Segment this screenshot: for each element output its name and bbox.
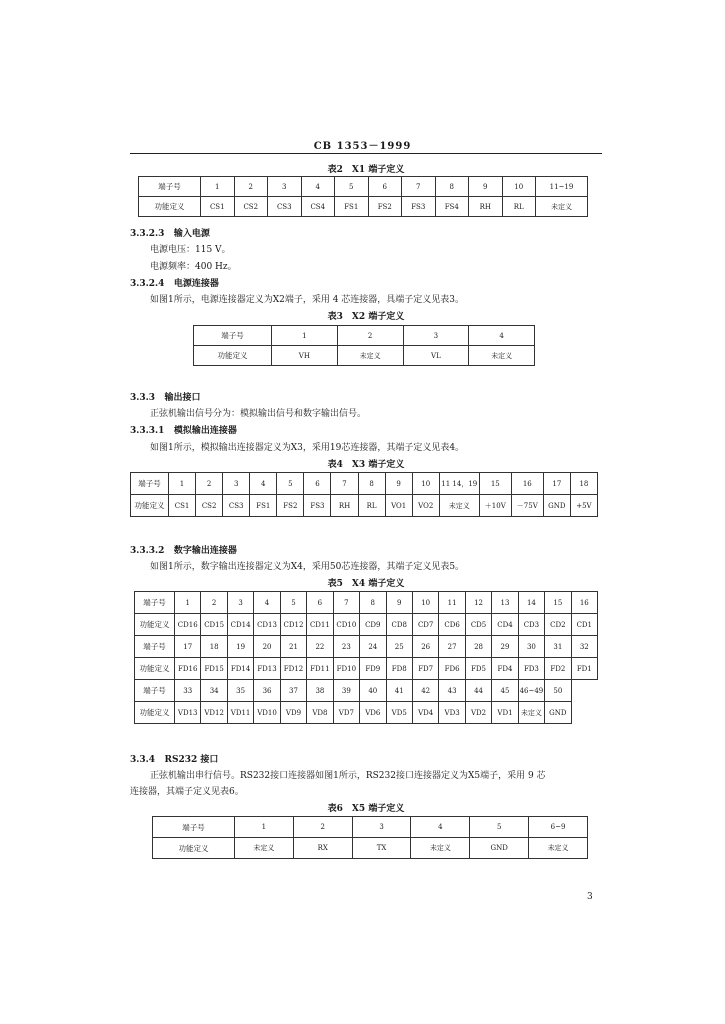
table-cell: 27 [439, 636, 465, 658]
table-cell: CD3 [518, 614, 544, 636]
table-cell: 33 [175, 680, 201, 702]
table-cell: 50 [545, 680, 571, 702]
table-cell: FD10 [333, 658, 359, 680]
table-cell: 19 [227, 636, 253, 658]
section-3-3-4-heading [130, 752, 218, 765]
table-cell: CS2 [234, 197, 268, 217]
table-cell: CD13 [254, 614, 280, 636]
table-cell: 11 14，19 [439, 473, 479, 495]
table-cell: 3 [403, 326, 469, 346]
table-cell: 11~19 [536, 177, 588, 197]
table-cell: 未定义 [469, 346, 535, 366]
table-cell: －75V [511, 495, 543, 517]
table-cell: FS2 [368, 197, 402, 217]
row-label-cell: 功能定义 [153, 838, 235, 859]
table-cell: VD13 [175, 702, 201, 724]
table-cell: 未定义 [518, 702, 544, 724]
table-cell: 8 [358, 473, 385, 495]
table-cell: 45 [492, 680, 518, 702]
table-row [135, 592, 598, 614]
row-label-cell: 功能定义 [139, 197, 201, 217]
table-cell: VD7 [333, 702, 359, 724]
row-label-cell: 端子号 [135, 592, 175, 614]
table-cell: VD11 [227, 702, 253, 724]
standard-header: CB 1353－1999 [313, 141, 412, 152]
table-cell: CD11 [307, 614, 333, 636]
table-cell: 30 [518, 636, 544, 658]
section-3-3-3-heading [130, 390, 200, 403]
rs232-text-line1: 正弦机输出串行信号。RS232接口连接器如图1所示，RS232接口连接器定义为X5端子，采用 9 芯 [150, 771, 546, 781]
table-cell: VO1 [385, 495, 412, 517]
table-cell: FD16 [175, 658, 201, 680]
row-label-cell: 端子号 [153, 817, 235, 838]
table-cell: FD14 [227, 658, 253, 680]
table-cell: VD8 [307, 702, 333, 724]
table-cell: 22 [307, 636, 333, 658]
table-cell: 31 [545, 636, 571, 658]
table-cell: CD7 [412, 614, 438, 636]
table-row [153, 838, 588, 859]
table-cell: RL [502, 197, 536, 217]
table-cell: RL [358, 495, 385, 517]
table-cell: 24 [360, 636, 386, 658]
header-rule [130, 153, 602, 154]
table-cell: 6 [307, 592, 333, 614]
table-cell: 8 [360, 592, 386, 614]
section-title: 数字输出连接器 [173, 546, 237, 556]
table-row [194, 346, 535, 366]
section-title: 电源连接器 [173, 279, 219, 289]
table-row [135, 636, 598, 658]
section-number: 3.3.3.1 [130, 426, 165, 436]
row-label-cell: 端子号 [135, 636, 175, 658]
supply-voltage-text: 电源电压：115 V。 [150, 245, 231, 255]
table-cell: 4 [301, 177, 335, 197]
table-cell: 8 [435, 177, 469, 197]
table2 [138, 176, 588, 217]
table-cell: 10 [502, 177, 536, 197]
table-cell: 未定义 [235, 838, 294, 859]
table-cell: 18 [570, 473, 597, 495]
section-3-3-3-1-heading [130, 423, 237, 436]
table-cell: 46~49 [518, 680, 544, 702]
table-cell: 4 [254, 592, 280, 614]
table-cell: 1 [169, 473, 196, 495]
table-row [139, 177, 588, 197]
table-cell: 38 [307, 680, 333, 702]
table-cell: 15 [545, 592, 571, 614]
table-row [139, 197, 588, 217]
table-cell: 3 [268, 177, 302, 197]
table-row [131, 495, 598, 517]
power-connector-text: 如图1所示，电源连接器定义为X2端子，采用 4 芯连接器，具端子定义见表3。 [150, 295, 465, 305]
table-cell: 23 [333, 636, 359, 658]
section-number: 3.3.3 [130, 393, 156, 403]
table-cell: 10 [412, 592, 438, 614]
section-title: 输入电源 [173, 229, 210, 239]
table-cell: RH [469, 197, 503, 217]
table-cell: 17 [175, 636, 201, 658]
table-cell: 未定义 [529, 838, 588, 859]
output-interface-text: 正弦机输出信号分为：模拟输出信号和数字输出信号。 [150, 409, 367, 419]
table-cell: VH [272, 346, 338, 366]
table-cell: 41 [386, 680, 412, 702]
digital-output-text: 如图1所示，数字输出连接器定义为X4，采用50芯连接器，其端子定义见表5。 [150, 562, 465, 572]
table-cell: FS1 [250, 495, 277, 517]
section-number: 3.3.4 [130, 755, 156, 765]
section-number: 3.3.2.4 [130, 279, 165, 289]
table-cell: 7 [402, 177, 436, 197]
row-label-cell: 功能定义 [131, 495, 169, 517]
table-cell: 12 [465, 592, 491, 614]
table-cell: 44 [465, 680, 491, 702]
table-cell: 14 [518, 592, 544, 614]
table-cell: 13 [492, 592, 518, 614]
table-cell: CD5 [465, 614, 491, 636]
table-cell: 39 [333, 680, 359, 702]
table-cell: VD2 [465, 702, 491, 724]
table-row [135, 702, 598, 724]
table-cell: VO2 [412, 495, 439, 517]
table-cell: 未定义 [337, 346, 403, 366]
section-3-3-2-4-heading [130, 276, 219, 289]
table-cell: GND [470, 838, 529, 859]
section-title: RS232 接口 [164, 755, 219, 765]
row-label-cell: 功能定义 [135, 702, 175, 724]
table-cell: 未定义 [439, 495, 479, 517]
table-cell: FD1 [571, 658, 597, 680]
table-row [153, 817, 588, 838]
row-label-cell: 端子号 [194, 326, 272, 346]
section-number: 3.3.3.2 [130, 546, 165, 556]
table-cell: 2 [201, 592, 227, 614]
table-cell: 2 [293, 817, 352, 838]
table-cell: CD4 [492, 614, 518, 636]
table-cell: 21 [280, 636, 306, 658]
table-cell: CD16 [175, 614, 201, 636]
table-cell: FD11 [307, 658, 333, 680]
table-cell: 7 [331, 473, 358, 495]
table-cell: VD3 [439, 702, 465, 724]
table-cell: 28 [465, 636, 491, 658]
table-cell: 42 [412, 680, 438, 702]
table-cell: CD6 [439, 614, 465, 636]
row-label-cell: 功能定义 [194, 346, 272, 366]
table4 [130, 472, 598, 517]
table6-caption: 表6 X5 端子定义 [327, 804, 405, 814]
table-cell: 1 [272, 326, 338, 346]
table3 [193, 325, 535, 366]
table-cell: FD12 [280, 658, 306, 680]
supply-frequency-text: 电源频率：400 Hz。 [150, 262, 237, 272]
table-row [135, 658, 598, 680]
table-cell: 11 [439, 592, 465, 614]
table-cell: 17 [543, 473, 570, 495]
table-cell: +5V [570, 495, 597, 517]
row-label-cell: 端子号 [135, 680, 175, 702]
table4-caption: 表4 X3 端子定义 [327, 460, 405, 470]
table-cell: 37 [280, 680, 306, 702]
table-cell: VD10 [254, 702, 280, 724]
rs232-text-line2: 连接器，其端子定义见表6。 [130, 787, 244, 797]
table-cell: 5 [335, 177, 369, 197]
table-cell: 34 [201, 680, 227, 702]
page-number: 3 [587, 892, 593, 902]
table-cell: 6 [368, 177, 402, 197]
section-title: 模拟输出连接器 [173, 426, 237, 436]
table-cell: TX [352, 838, 411, 859]
table-cell: 4 [250, 473, 277, 495]
section-number: 3.3.2.3 [130, 229, 165, 239]
table-row [135, 614, 598, 636]
table-cell: 9 [469, 177, 503, 197]
table-cell: 1 [175, 592, 201, 614]
section-3-3-3-2-heading [130, 543, 237, 556]
table-cell: 15 [479, 473, 511, 495]
table-cell: 未定义 [411, 838, 470, 859]
table-cell: CD14 [227, 614, 253, 636]
table-row [131, 473, 598, 495]
row-label-cell: 端子号 [139, 177, 201, 197]
table2-caption: 表2 X1 端子定义 [327, 165, 405, 175]
table-cell: 3 [227, 592, 253, 614]
table-cell: RH [331, 495, 358, 517]
table-row [194, 326, 535, 346]
table-cell: FD4 [492, 658, 518, 680]
table-cell: 25 [386, 636, 412, 658]
table-cell: 1 [201, 177, 235, 197]
table-row [135, 680, 598, 702]
table-cell: CS2 [196, 495, 223, 517]
table-cell: FD2 [545, 658, 571, 680]
table-cell: FD13 [254, 658, 280, 680]
table5 [134, 591, 598, 724]
table-cell: 3 [352, 817, 411, 838]
section-3-3-2-3-heading [130, 226, 210, 239]
table-cell: CS1 [169, 495, 196, 517]
section-title: 输出接口 [164, 393, 201, 403]
table5-caption: 表5 X4 端子定义 [327, 579, 405, 589]
table-cell: ＋10V [479, 495, 511, 517]
table-cell: FD9 [360, 658, 386, 680]
table-cell: 5 [277, 473, 304, 495]
table-cell: GND [545, 702, 571, 724]
table-cell: FS3 [304, 495, 331, 517]
table-cell: VD5 [386, 702, 412, 724]
table-cell: CS4 [301, 197, 335, 217]
table-cell: FD8 [386, 658, 412, 680]
table-cell: 35 [227, 680, 253, 702]
table-cell: 3 [223, 473, 250, 495]
table-cell: VD1 [492, 702, 518, 724]
table-cell: 10 [412, 473, 439, 495]
table-cell: VD12 [201, 702, 227, 724]
table-cell: VD9 [280, 702, 306, 724]
table-cell: VD6 [360, 702, 386, 724]
table-cell: 未定义 [536, 197, 588, 217]
table-cell: VL [403, 346, 469, 366]
table-cell: 2 [234, 177, 268, 197]
table-cell: FS4 [435, 197, 469, 217]
table-cell: 40 [360, 680, 386, 702]
table-cell: CD15 [201, 614, 227, 636]
table-cell: 2 [337, 326, 403, 346]
table-cell: 18 [201, 636, 227, 658]
table-cell: CD1 [571, 614, 597, 636]
table-cell: CD10 [333, 614, 359, 636]
analog-output-text: 如图1所示，模拟输出连接器定义为X3，采用19芯连接器，其端子定义见表4。 [150, 443, 465, 453]
table-cell: CS3 [268, 197, 302, 217]
table-cell: 4 [469, 326, 535, 346]
table-cell: CS1 [201, 197, 235, 217]
row-label-cell: 功能定义 [135, 614, 175, 636]
table-cell: CS3 [223, 495, 250, 517]
table-cell: 2 [196, 473, 223, 495]
table-cell: 9 [386, 592, 412, 614]
table-cell: 1 [235, 817, 294, 838]
table3-caption: 表3 X2 端子定义 [327, 312, 405, 322]
table-cell: FD6 [439, 658, 465, 680]
table-cell: 5 [470, 817, 529, 838]
table-cell: 20 [254, 636, 280, 658]
table-cell: 5 [280, 592, 306, 614]
table-cell: 16 [571, 592, 597, 614]
table-cell: CD9 [360, 614, 386, 636]
table-cell: FS1 [335, 197, 369, 217]
table-cell: FD15 [201, 658, 227, 680]
table-cell: 36 [254, 680, 280, 702]
table-cell: 9 [385, 473, 412, 495]
row-label-cell: 功能定义 [135, 658, 175, 680]
table-cell: VD4 [412, 702, 438, 724]
table-cell: 16 [511, 473, 543, 495]
table-cell: GND [543, 495, 570, 517]
table-cell: RX [293, 838, 352, 859]
table-cell: 6 [304, 473, 331, 495]
table-cell: FS3 [402, 197, 436, 217]
row-label-cell: 端子号 [131, 473, 169, 495]
table-cell: 7 [333, 592, 359, 614]
table-cell: 26 [412, 636, 438, 658]
table-cell: CD12 [280, 614, 306, 636]
table-cell: CD2 [545, 614, 571, 636]
table-cell: 32 [571, 636, 597, 658]
table-cell: FD3 [518, 658, 544, 680]
table-cell: 6~9 [529, 817, 588, 838]
table-cell: FD5 [465, 658, 491, 680]
table-cell: CD8 [386, 614, 412, 636]
table-cell: FD7 [412, 658, 438, 680]
table-cell: 43 [439, 680, 465, 702]
table-cell: 29 [492, 636, 518, 658]
table-cell: 4 [411, 817, 470, 838]
table-cell: FS2 [277, 495, 304, 517]
table6 [152, 816, 588, 859]
